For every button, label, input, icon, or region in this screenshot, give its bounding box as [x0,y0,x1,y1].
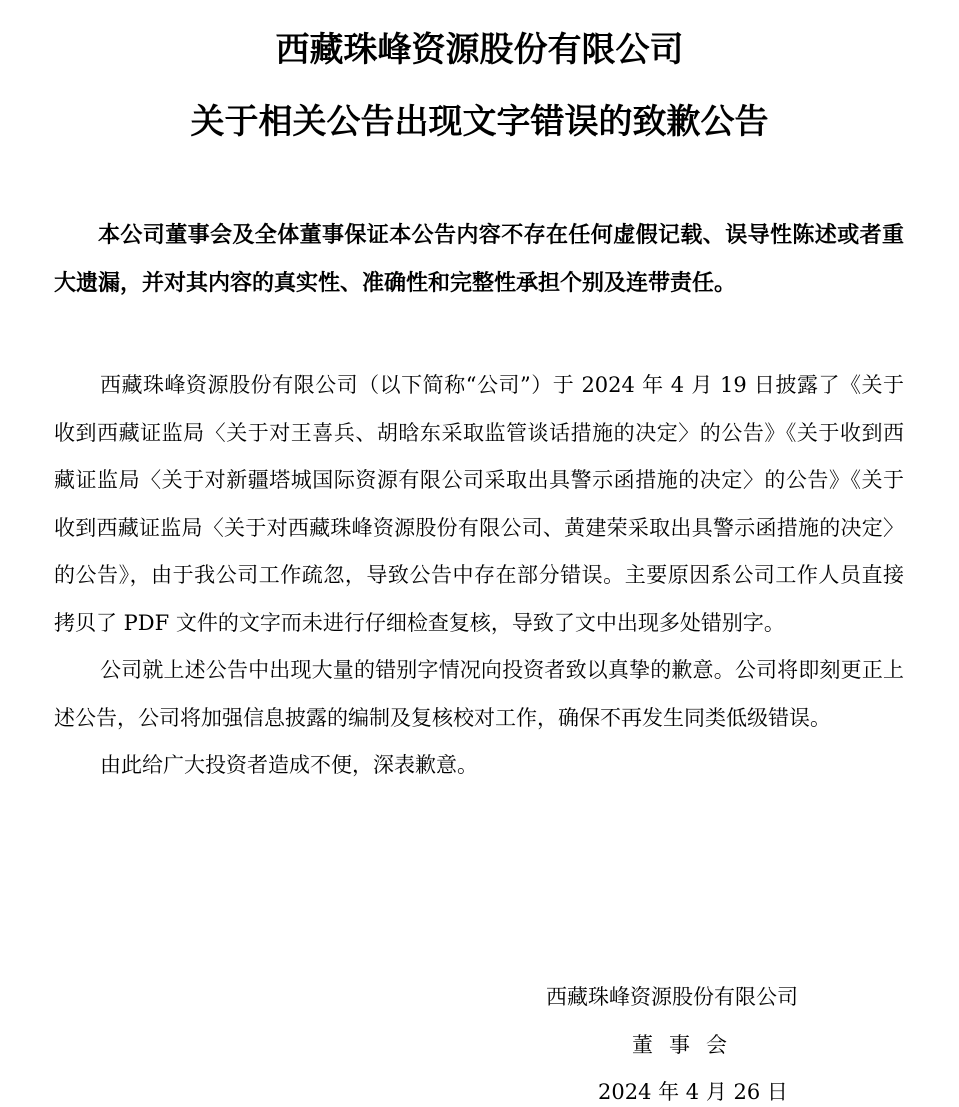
signature-board: 董事会 [632,1033,743,1057]
board-declaration: 本公司董事会及全体董事保证本公告内容不存在任何虚假记载、误导性陈述或者重大遗漏，并对其内容的真实性、准确性和完整性承担个别及连带责任。 [54,223,904,296]
announcement-body [54,362,904,790]
announcement-title: 关于相关公告出现文字错误的致歉公告 [190,102,769,142]
body-paragraph-2: 公司就上述公告中出现大量的错别字情况向投资者致以真挚的歉意。公司将即刻更正上述公告，公司将加强信息披露的编制及复核校对工作，确保不再发生同类低级错误。 [54,658,904,730]
signature-company: 西藏珠峰资源股份有限公司 [546,985,798,1009]
signature-date: 2024 年 4 月 26 日 [598,1080,788,1104]
body-paragraph-3: 由此给广大投资者造成不便，深表歉意。 [100,753,478,777]
body-paragraph-1: 西藏珠峰资源股份有限公司（以下简称“公司”）于 2024 年 4 月 19 日披露了《关于收到西藏证监局〈关于对王喜兵、胡晗东采取监管谈话措施的决定〉的公告》《关于收到西藏证监局〈关于对新疆塔城国际资源有限公司采取出具警示函措施的决定〉的公告》《关于收到西藏证监局〈关于对西藏珠峰资源股份有限公司、黄建荣采取出具警示函措施的决定〉的公告》，由于我公司工作疏忽，导致公告中存在部分错误。主要原因系公司工作人员直接拷贝了 PDF 文件的文字而未进行仔细检查复核，导致了文中出现多处错别字。 [54,373,904,635]
company-title: 西藏珠峰资源股份有限公司 [275,30,684,70]
